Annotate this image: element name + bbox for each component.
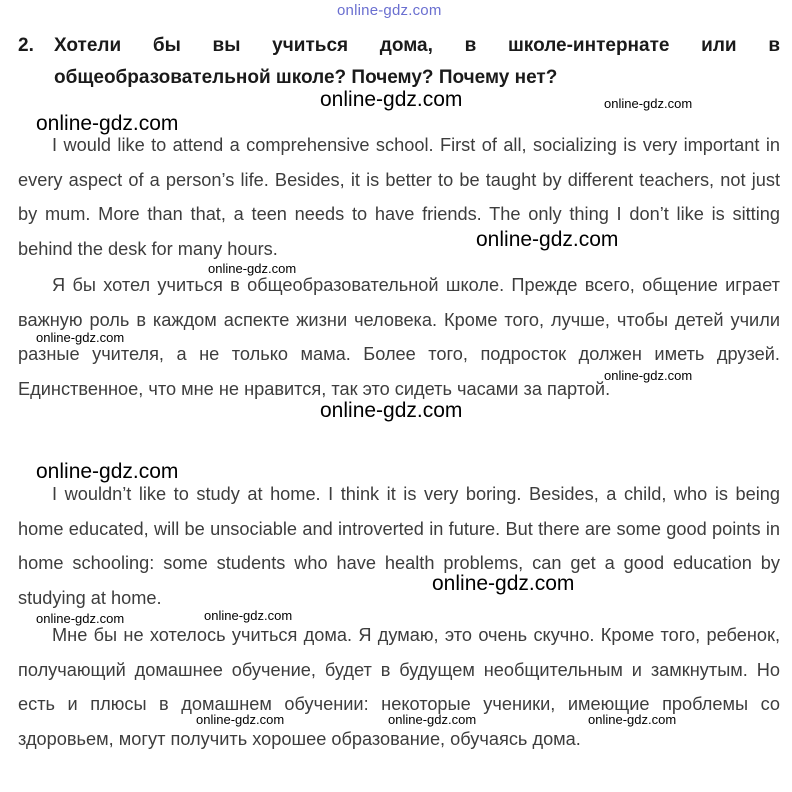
paragraph-text: Я бы хотел учиться в общеобразовательной школе. Прежде всего, общение играет важную роль в каждом аспекте жизни человека. Кроме того, лучше, чтобы детей учили разные учителя, а не только мама. Более того, подросток должен иметь друзей. Единственное, что мне не нравится, так это сидеть часами за партой. <box>18 275 780 399</box>
watermark-text: online-gdz.com <box>388 712 477 727</box>
watermark-top: online-gdz.com <box>337 2 442 19</box>
watermark-text: online-gdz.com <box>196 712 285 727</box>
question-line-2: общеобразовательной школе? Почему? Почему нет? <box>54 67 558 88</box>
paragraph-text: I wouldn’t like to study at home. I think it is very boring. Besides, a child, who is being home educated, will be unsociable and introverted in future. But there are some good points in home schooling: some students who have health problems, can get a good education by studying at home. <box>18 484 780 608</box>
watermark-text: online-gdz.com <box>604 368 693 383</box>
watermark-text: online-gdz.com <box>320 88 463 111</box>
question-number: 2. <box>18 35 34 56</box>
answer-paragraph-ru-1 <box>18 268 780 406</box>
watermark-text: online-gdz.com <box>604 96 693 111</box>
paragraph-text: I would like to attend a comprehensive school. First of all, socializing is very important in every aspect of a person’s life. Besides, it is better to be taught by different teachers, not just by mum. More than that, a teen needs to have friends. The only thing I don’t like is sitting behind the desk for many hours. <box>18 135 780 259</box>
answer-paragraph-en-1 <box>18 128 780 266</box>
watermark-text: online-gdz.com <box>36 330 125 345</box>
watermark-text: online-gdz.com <box>320 399 463 422</box>
watermark-text: online-gdz.com <box>36 611 125 626</box>
watermark-text: online-gdz.com <box>432 572 575 595</box>
watermark-text: online-gdz.com <box>36 460 179 483</box>
watermark-text: online-gdz.com <box>204 608 293 623</box>
answer-paragraph-en-2 <box>18 477 780 615</box>
watermark-text: online-gdz.com <box>208 261 297 276</box>
paragraph-text: Мне бы не хотелось учиться дома. Я думаю, это очень скучно. Кроме того, ребенок, получающий домашнее обучение, будет в будущем необщительным и замкнутым. Но есть и плюсы в домашнем обучении: некоторые ученики, имеющие проблемы со здоровьем, могут получить хорошее образование, обучаясь дома. <box>18 625 780 749</box>
watermark-text: online-gdz.com <box>588 712 677 727</box>
question-line-1: Хотели бы вы учиться дома, в школе-интернате или в <box>54 35 780 56</box>
watermark-text: online-gdz.com <box>476 228 619 251</box>
watermark-text: online-gdz.com <box>36 112 179 135</box>
answer-paragraph-ru-2 <box>18 618 780 756</box>
